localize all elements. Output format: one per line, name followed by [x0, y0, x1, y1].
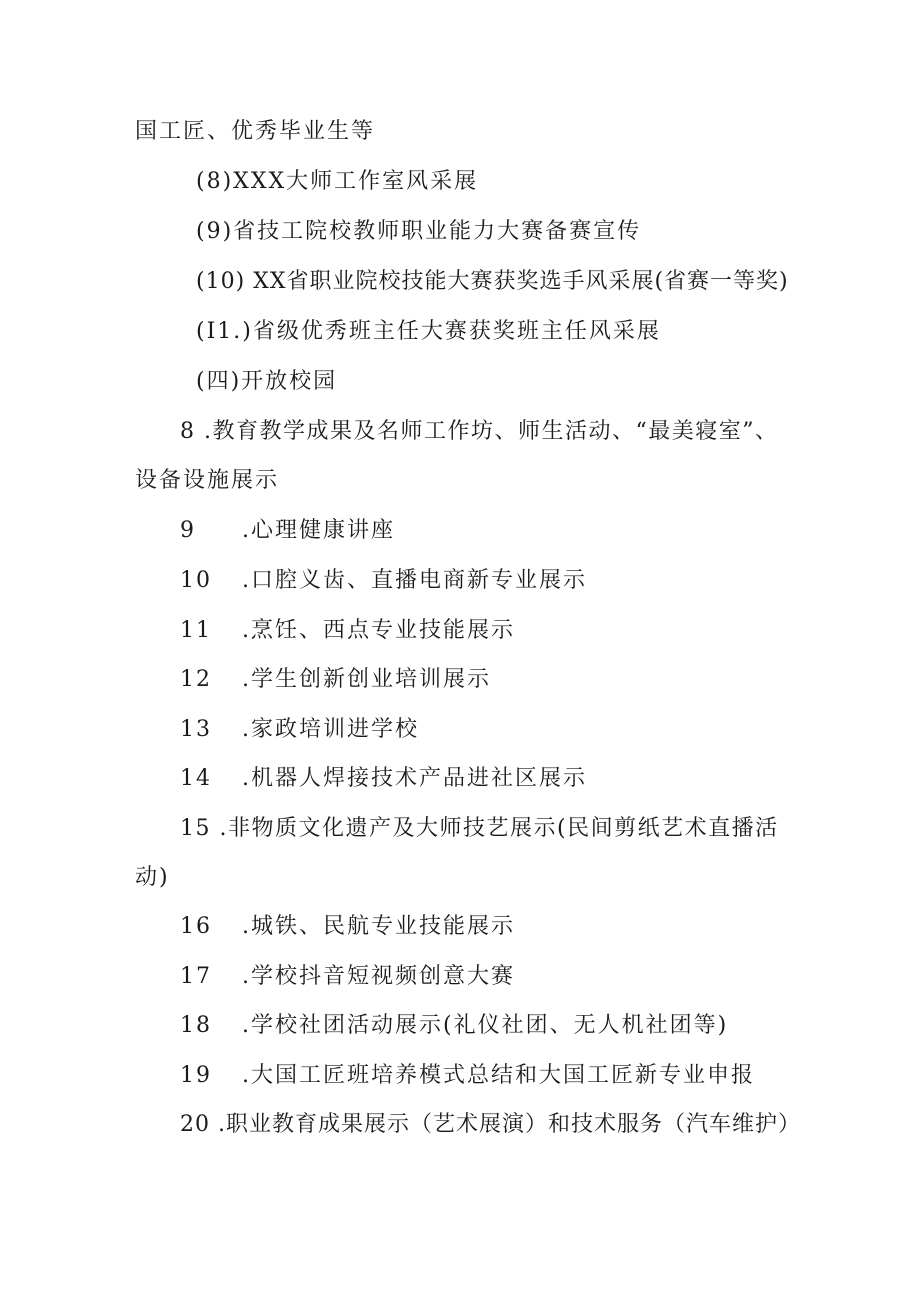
- item-text: .学校社团活动展示(礼仪社团、无人机社团等): [242, 1013, 729, 1038]
- list-item: [180, 516, 395, 546]
- text-line: 15 .非物质文化遗产及大师技艺展示(民间剪纸艺术直播活: [180, 816, 779, 841]
- item-text: .学生创新创业培训展示: [242, 667, 491, 692]
- list-item: [180, 764, 587, 794]
- text-line: 国工匠、优秀毕业生等: [135, 119, 376, 144]
- item-number: 17: [180, 964, 212, 989]
- text-line: 20 .职业教育成果展示（艺术展演）和技术服务（汽车维护）: [180, 1112, 801, 1137]
- item-number: 10: [180, 568, 212, 593]
- list-item: [180, 962, 515, 992]
- text-line: 8 .教育教学成果及名师工作坊、师生活动、“最美寝室”、: [180, 419, 779, 444]
- text-line: 动): [135, 865, 170, 890]
- item-number: 14: [180, 766, 212, 791]
- item-number: 16: [180, 914, 212, 939]
- item-text: .心理健康讲座: [242, 518, 395, 543]
- item-text: .大国工匠班培养模式总结和大国工匠新专业申报: [242, 1063, 755, 1088]
- list-item: [180, 665, 491, 695]
- text-line: (10) XX省职业院校技能大赛获奖选手风采展(省赛一等奖): [196, 269, 789, 294]
- item-text: .学校抖音短视频创意大赛: [242, 964, 515, 989]
- item-text: .烹饪、西点专业技能展示: [242, 618, 515, 643]
- list-item: [180, 1011, 728, 1041]
- text-line: (I1.)省级优秀班主任大赛获奖班主任风采展: [196, 319, 661, 344]
- list-item: [180, 566, 587, 596]
- item-text: .家政培训进学校: [242, 717, 419, 742]
- list-item: [180, 912, 515, 942]
- item-number: 9: [180, 518, 196, 543]
- item-text: .城铁、民航专业技能展示: [242, 914, 515, 939]
- item-number: 13: [180, 717, 212, 742]
- item-text: .口腔义齿、直播电商新专业展示: [242, 568, 587, 593]
- section-heading: (四)开放校园: [196, 369, 338, 394]
- item-number: 11: [180, 618, 212, 643]
- item-number: 18: [180, 1013, 212, 1038]
- text-line: 设备设施展示: [135, 468, 280, 493]
- text-line: (9)省技工院校教师职业能力大赛备赛宣传: [196, 219, 642, 244]
- list-item: [180, 715, 419, 745]
- item-number: 12: [180, 667, 212, 692]
- text-line: (8)XXX大师工作室风采展: [196, 169, 479, 194]
- list-item: [180, 616, 515, 646]
- item-number: 19: [180, 1063, 212, 1088]
- item-text: .机器人焊接技术产品进社区展示: [242, 766, 587, 791]
- list-item: [180, 1061, 755, 1091]
